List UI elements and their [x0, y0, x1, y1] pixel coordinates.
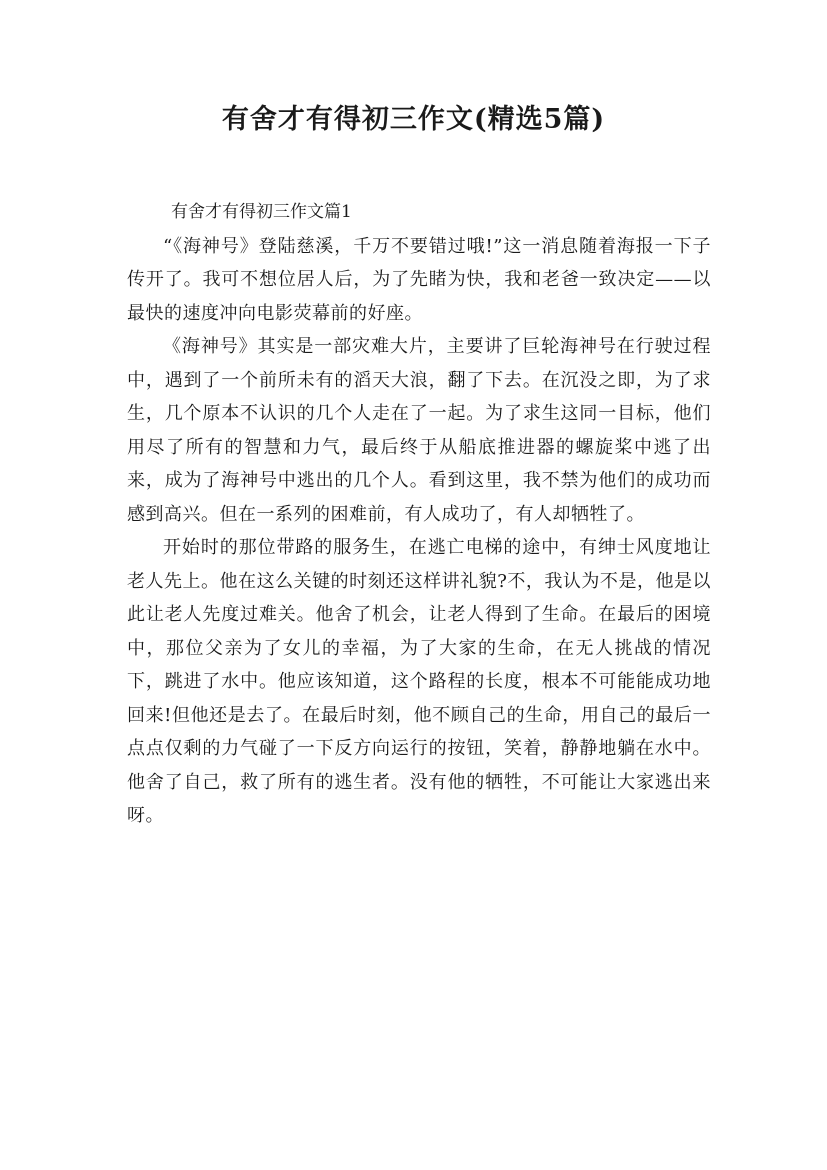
section-heading: 有舍才有得初三作文篇1	[171, 202, 352, 222]
paragraph-3: 开始时的那位带路的服务生，在逃亡电梯的途中，有绅士风度地让老人先上。他在这么关键的时刻还这样讲礼貌?不，我认为不是，他是以此让老人先度过难关。他舍了机会，让老人得到了生命。在最后的困境中，那位父亲为了女儿的幸福，为了大家的生命，在无人挑战的情况下，跳进了水中。他应该知道，这个路程的长度，根本不可能能成功地回来!但他还是去了。在最后时刻，他不顾自己的生命，用自己的最后一点点仅剩的力气碰了一下反方向运行的按钮，笑着，静静地躺在水中。他舍了自己，救了所有的逃生者。没有他的牺牲，不可能让大家逃出来呀。	[127, 537, 711, 826]
paragraph-2: 《海神号》其实是一部灾难大片，主要讲了巨轮海神号在行驶过程中，遇到了一个前所未有的滔天大浪，翻了下去。在沉没之即，为了求生，几个原本不认识的几个人走在了一起。为了求生这同一目标，他们用尽了所有的智慧和力气，最后终于从船底推进器的螺旋桨中逃了出来，成为了海神号中逃出的几个人。看到这里，我不禁为他们的成功而感到高兴。但在一系列的困难前，有人成功了，有人却牺牲了。	[127, 336, 711, 525]
document-title: 有舍才有得初三作文(精选5篇)	[221, 104, 606, 135]
paragraph-1: “《海神号》登陆慈溪，千万不要错过哦!”这一消息随着海报一下子传开了。我可不想位居人后，为了先睹为快，我和老爸一致决定——以最快的速度冲向电影荧幕前的好座。	[127, 235, 711, 324]
document-body	[127, 196, 711, 833]
